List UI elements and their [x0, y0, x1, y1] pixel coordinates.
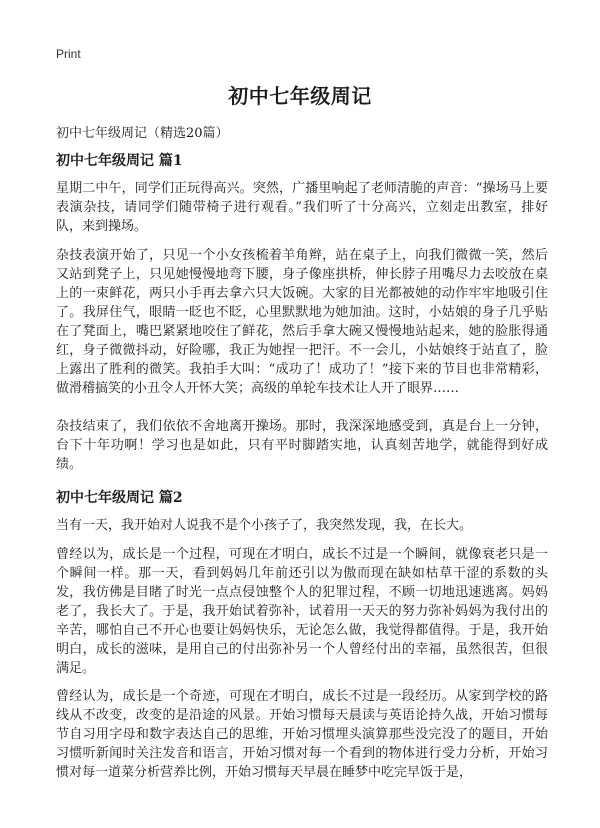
section-1-paragraph-3: 杂技结束了，我们依依不舍地离开操场。那时，我深深地感受到，真是台上一分钟，台下十年功啊！学习也是如此，只有平时脚踏实地，认真刻苦地学，就能得到好成绩。	[56, 419, 548, 472]
section-heading-2: 初中七年级周记 篇2	[56, 490, 183, 506]
section-2-paragraph-1: 当有一天，我开始对人说我不是个小孩子了，我突然发现，我，在长大。	[56, 518, 473, 533]
document-subtitle: 初中七年级周记（精选20篇）	[56, 126, 229, 141]
section-1-paragraph-1: 星期二中午，同学们正玩得高兴。突然，广播里响起了老师清脆的声音：“操场马上要表演杂技，请同学们随带椅子进行观看。”我们听了十分高兴，立刻走出教室，排好队，来到操场。	[56, 181, 548, 234]
section-2-paragraph-2: 曾经以为，成长是一个过程，可现在才明白，成长不过是一个瞬间，就像衰老只是一个瞬间一样。那一天，看到妈妈几年前还引以为傲而现在缺如枯草干涩的系数的头发，我仿佛是目睹了时光一点点侵蚀整个人的犯罪过程，不顾一切地迅速逃离。妈妈老了，我长大了。于是，我开始试着弥补，试着用一天天的努力弥补妈妈为我付出的辛苦，哪怕自己不开心也要让妈妈快乐，无论怎么做，我觉得都值得。于是，我开始明白，成长的滋味，是用自己的付出弥补另一个人曾经付出的幸福，虽然很苦，但很满足。	[56, 547, 548, 676]
section-2-paragraph-3: 曾经认为，成长是一个奇迹，可现在才明白，成长不过是一段经历。从家到学校的路线从不改变，改变的是沿途的风景。开始习惯每天晨读与英语论持久战，开始习惯每节自习用字母和数字表达自己的思维，开始习惯埋头演算那些没完没了的题目，开始习惯听新闻时关注发音和语言，开始习惯对每一个看到的物体进行受力分析，开始习惯对每一道菜分析营养比例，开始习惯每天早晨在睡梦中吃完早饭于是，	[56, 689, 548, 780]
print-link[interactable]: Print	[56, 47, 81, 61]
page-title: 初中七年级周记	[228, 84, 372, 108]
section-heading-1: 初中七年级周记 篇1	[56, 153, 183, 169]
section-1-paragraph-2: 杂技表演开始了，只见一个小女孩梳着羊角辫，站在桌子上，向我们微微一笑，然后又站到凳子上，只见她慢慢地弯下腰，身子像座拱桥，伸长脖子用嘴尽力去咬放在桌上的一束鲜花，两只小手再去拿六只大饭碗。大家的目光都被她的动作牢牢地吸引住了。我屏住气，眼睛一眨也不眨，心里默默地为她加油。这时，小姑娘的身子几乎贴在了凳面上，嘴巴紧紧地咬住了鲜花，然后手拿大碗又慢慢地站起来，她的脸胀得通红，身子微微抖动，好险哪，我正为她捏一把汗。不一会儿，小姑娘终于站直了，脸上露出了胜利的微笑。我拍手大叫：“成功了！成功了！”接下来的节目也非常精彩，做滑稽搞笑的小丑令人开怀大笑；高级的单轮车技术让人开了眼界……	[56, 248, 548, 396]
